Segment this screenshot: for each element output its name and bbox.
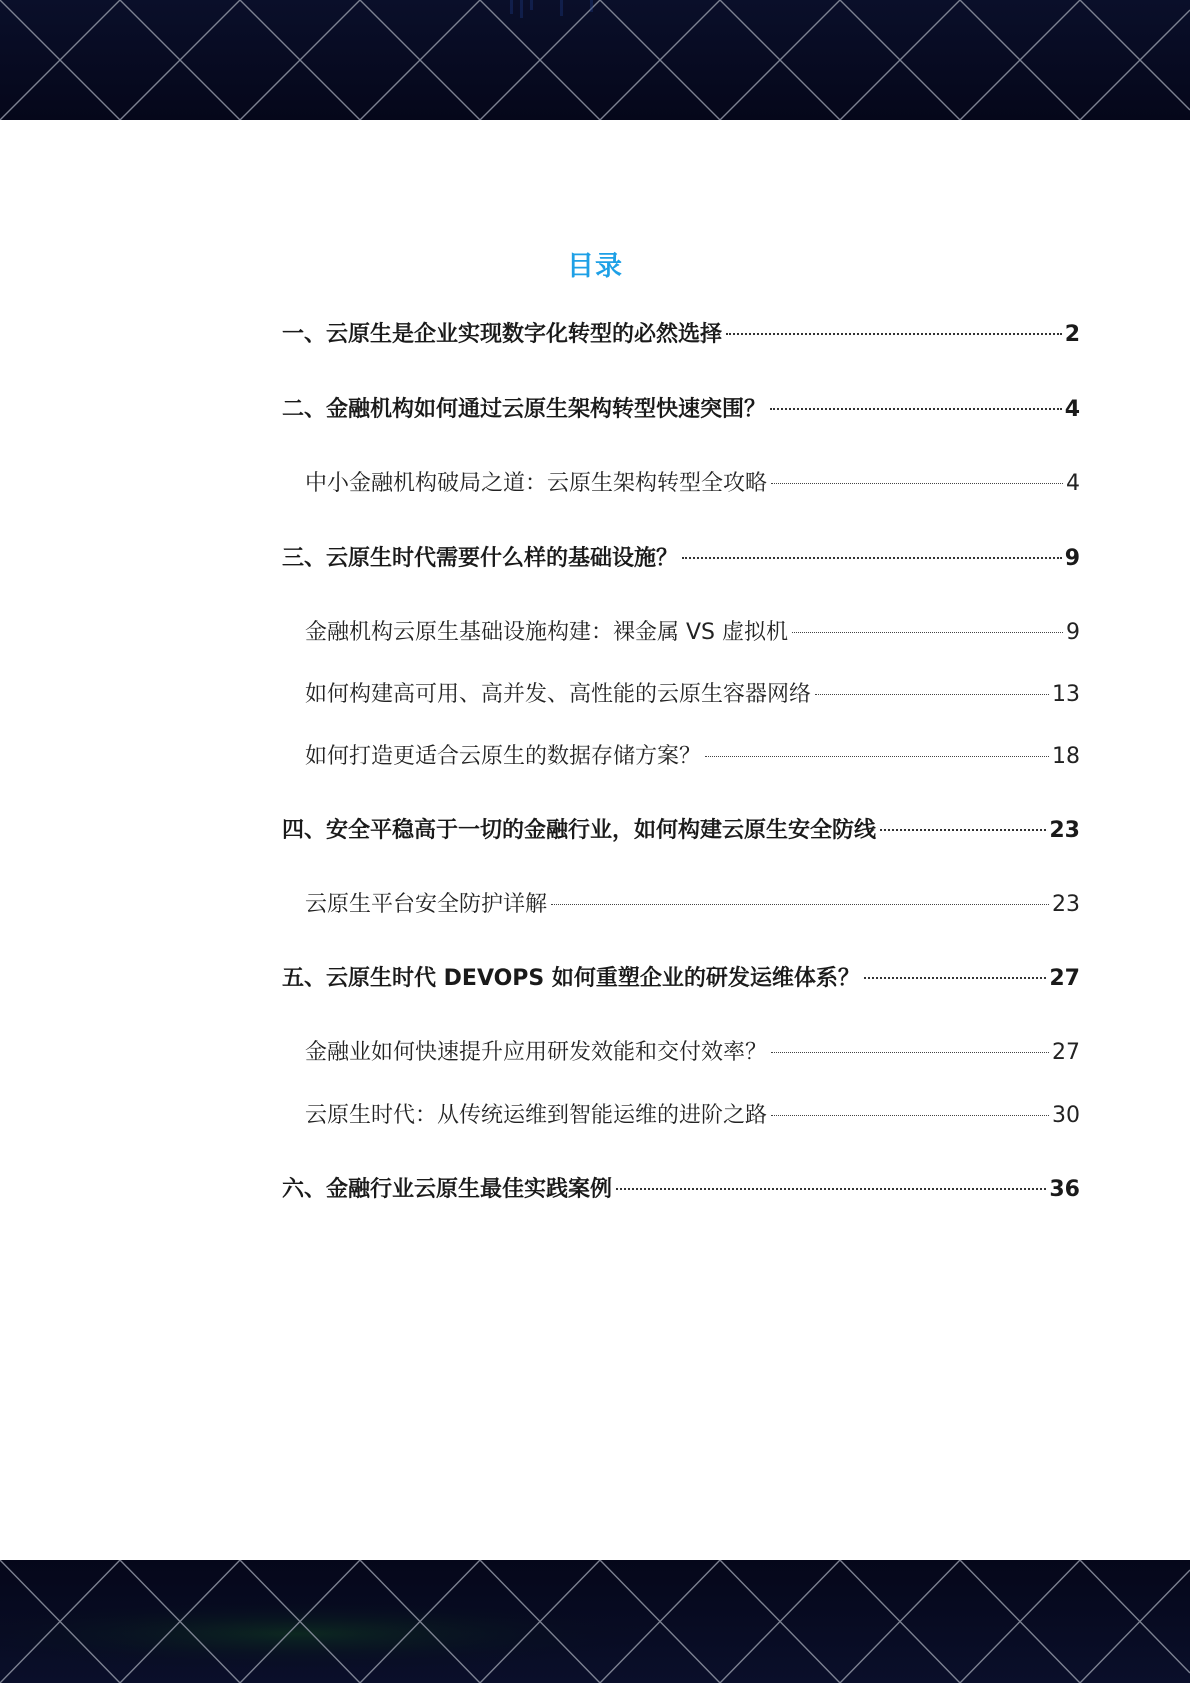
toc-entry-section[interactable] [305, 740, 1080, 774]
toc-entry-chapter-3[interactable] [282, 542, 1080, 576]
dot-leader [864, 977, 1046, 979]
toc-entry-page: 4 [1066, 471, 1080, 496]
toc-entry-chapter-5[interactable] [282, 962, 1080, 996]
toc-entry-chapter-1[interactable] [282, 318, 1080, 352]
toc-title: 目录 [567, 251, 623, 282]
dot-leader [551, 904, 1049, 905]
toc-entry-page: 36 [1049, 1177, 1080, 1202]
toc-entry-section[interactable] [305, 678, 1080, 712]
dot-leader [616, 1188, 1046, 1190]
toc-entry-page: 27 [1049, 966, 1080, 991]
toc-entry-label: 金融业如何快速提升应用研发效能和交付效率？ [305, 1040, 768, 1065]
toc-entry-label: 四、安全平稳高于一切的金融行业，如何构建云原生安全防线 [282, 818, 877, 843]
toc-entry-section[interactable] [305, 616, 1080, 650]
toc-entry-section[interactable] [305, 1036, 1080, 1070]
dot-leader [682, 557, 1062, 559]
toc-entry-page: 27 [1052, 1040, 1080, 1065]
dot-leader [705, 756, 1049, 757]
toc-entry-label: 中小金融机构破局之道：云原生架构转型全攻略 [305, 471, 768, 496]
toc-entry-label: 如何打造更适合云原生的数据存储方案？ [305, 744, 702, 769]
toc-entry-chapter-4[interactable] [282, 814, 1080, 848]
toc-entry-chapter-6[interactable] [282, 1173, 1080, 1207]
toc-entry-section[interactable] [305, 467, 1080, 501]
toc-entry-chapter-2[interactable] [282, 393, 1080, 427]
toc-entry-page: 18 [1052, 744, 1080, 769]
toc-entry-label: 云原生时代：从传统运维到智能运维的进阶之路 [305, 1103, 768, 1128]
dot-leader [771, 483, 1063, 484]
toc-entry-label: 六、金融行业云原生最佳实践案例 [282, 1177, 613, 1202]
toc-entry-page: 4 [1064, 397, 1080, 422]
toc-entry-label: 一、云原生是企业实现数字化转型的必然选择 [282, 322, 723, 347]
toc-entry-page: 2 [1064, 322, 1080, 347]
dot-leader [771, 1052, 1049, 1053]
bottom-banner-pattern [0, 1560, 1190, 1683]
toc-entry-page: 9 [1064, 546, 1080, 571]
toc-entry-label: 五、云原生时代 DEVOPS 如何重塑企业的研发运维体系？ [282, 966, 860, 991]
dot-leader [815, 694, 1049, 695]
dot-leader [770, 408, 1062, 410]
toc-entry-page: 13 [1052, 682, 1080, 707]
toc-entry-page: 23 [1049, 818, 1080, 843]
dot-leader [771, 1115, 1049, 1116]
toc-entry-section[interactable] [305, 888, 1080, 922]
dot-leader [880, 829, 1046, 831]
dot-leader [726, 333, 1062, 335]
toc-entry-page: 30 [1052, 1103, 1080, 1128]
toc-entry-label: 二、金融机构如何通过云原生架构转型快速突围？ [282, 397, 767, 422]
toc-entry-label: 云原生平台安全防护详解 [305, 892, 548, 917]
bottom-banner [0, 1560, 1190, 1683]
toc-entry-label: 三、云原生时代需要什么样的基础设施？ [282, 546, 679, 571]
toc-entry-page: 23 [1052, 892, 1080, 917]
toc-entry-section[interactable] [305, 1099, 1080, 1133]
toc-entry-label: 金融机构云原生基础设施构建：裸金属 VS 虚拟机 [305, 620, 789, 645]
toc-entry-label: 如何构建高可用、高并发、高性能的云原生容器网络 [305, 682, 812, 707]
table-of-contents [282, 0, 1080, 1683]
dot-leader [792, 632, 1063, 633]
toc-entry-page: 9 [1066, 620, 1080, 645]
